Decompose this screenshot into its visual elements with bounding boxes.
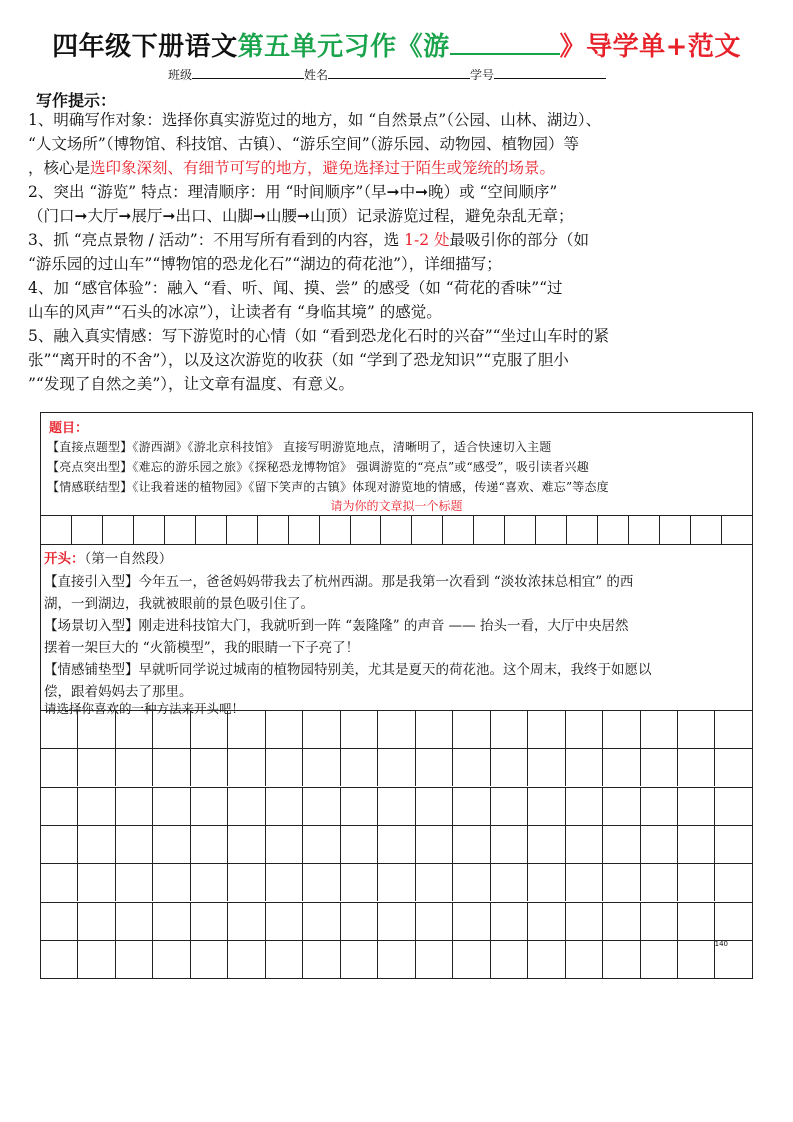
title-cell[interactable] <box>598 515 629 544</box>
writing-cell[interactable] <box>491 941 528 978</box>
tip-2a: 2、突出 “游览” 特点：理清顺序：用 “时间顺序”（早➞中➞晚）或 “空间顺序” <box>28 183 558 201</box>
writing-cell[interactable] <box>153 903 190 940</box>
writing-cell[interactable] <box>603 903 640 940</box>
writing-cell[interactable] <box>266 749 303 786</box>
writing-cell[interactable] <box>378 864 415 901</box>
title-cell[interactable] <box>691 515 722 544</box>
writing-row <box>41 940 752 978</box>
writing-row <box>41 748 752 786</box>
writing-cell[interactable] <box>41 749 78 786</box>
title-cell[interactable] <box>289 515 320 544</box>
writing-cell[interactable] <box>341 749 378 786</box>
title-cell[interactable] <box>196 515 227 544</box>
writing-cell[interactable] <box>453 826 490 863</box>
writing-cell[interactable] <box>566 941 603 978</box>
writing-cell[interactable] <box>491 749 528 786</box>
writing-cell[interactable] <box>78 903 115 940</box>
writing-cell[interactable] <box>303 826 340 863</box>
student-info <box>168 66 606 83</box>
writing-row <box>41 710 752 748</box>
topic-hint: 请为你的文章拟一个标题 <box>330 499 463 513</box>
writing-cell[interactable] <box>528 711 565 748</box>
writing-cell[interactable] <box>641 711 678 748</box>
title-cell[interactable] <box>103 515 134 544</box>
writing-cell[interactable] <box>566 864 603 901</box>
writing-cell[interactable] <box>341 826 378 863</box>
writing-cell[interactable] <box>228 941 265 978</box>
title-cell[interactable] <box>660 515 691 544</box>
topic-type-emotion: 【情感联结型】《让我着迷的植物园》《留下笑声的古镇》体现对游览地的情感，传递“喜欢、难忘”等态度 <box>47 480 609 494</box>
writing-cell[interactable] <box>603 788 640 825</box>
id-label: 学号 <box>470 68 495 82</box>
writing-cell[interactable] <box>378 749 415 786</box>
writing-cell[interactable] <box>678 903 715 940</box>
writing-cell[interactable] <box>528 826 565 863</box>
writing-cell[interactable] <box>453 749 490 786</box>
writing-cell[interactable] <box>228 749 265 786</box>
writing-cell[interactable] <box>116 826 153 863</box>
tip-3-highlight: 1-2 处 <box>404 231 450 249</box>
writing-grid[interactable] <box>41 710 752 978</box>
writing-cell[interactable] <box>491 826 528 863</box>
writing-cell[interactable] <box>528 749 565 786</box>
writing-cell[interactable] <box>116 903 153 940</box>
title-blank <box>450 33 560 55</box>
writing-cell[interactable] <box>303 903 340 940</box>
writing-cell[interactable] <box>341 788 378 825</box>
writing-cell[interactable] <box>191 903 228 940</box>
writing-cell[interactable] <box>416 749 453 786</box>
writing-cell[interactable] <box>416 941 453 978</box>
opening-heading <box>44 547 172 567</box>
writing-cell[interactable] <box>78 788 115 825</box>
writing-cell[interactable] <box>341 864 378 901</box>
tip-5b: 张”“离开时的不舍”），以及这次游览的收获（如 “学到了恐龙知识”“克服了胆小 <box>28 351 569 369</box>
page-number: 140 <box>714 940 728 948</box>
writing-cell[interactable] <box>416 711 453 748</box>
writing-cell[interactable] <box>566 788 603 825</box>
title-cell[interactable] <box>165 515 196 544</box>
writing-cell[interactable] <box>41 826 78 863</box>
title-cell[interactable] <box>629 515 660 544</box>
writing-cell[interactable] <box>41 941 78 978</box>
writing-cell[interactable] <box>341 941 378 978</box>
writing-cell[interactable] <box>266 788 303 825</box>
title-cell[interactable] <box>722 515 752 544</box>
class-label: 班级 <box>168 68 193 82</box>
title-cell[interactable] <box>351 515 382 544</box>
title-cell[interactable] <box>443 515 474 544</box>
title-cell[interactable] <box>474 515 505 544</box>
tip-2b: （门口➞大厅➞展厅➞出口、山脚➞山腰➞山顶）记录游览过程，避免杂乱无章； <box>28 207 574 225</box>
writing-row <box>41 863 752 901</box>
writing-row <box>41 787 752 825</box>
writing-cell[interactable] <box>528 864 565 901</box>
tip-3a: 3、抓 “亮点景物 / 活动”：不用写所有看到的内容，选 1-2 处最吸引你的部分（如 <box>28 231 590 249</box>
writing-cell[interactable] <box>153 941 190 978</box>
writing-cell[interactable] <box>116 941 153 978</box>
writing-cell[interactable] <box>715 711 751 748</box>
title-cell[interactable] <box>320 515 351 544</box>
tip-1a: 1、明确写作对象：选择你真实游览过的地方，如 “自然景点”（公园、山林、湖边）、 <box>28 111 602 129</box>
writing-cell[interactable] <box>116 749 153 786</box>
tip-1c: ，核心是选印象深刻、有细节可写的地方，避免选择过于陌生或笼统的场景。 <box>28 159 556 177</box>
title-cell[interactable] <box>134 515 165 544</box>
writing-cell[interactable] <box>453 864 490 901</box>
writing-cell[interactable] <box>678 826 715 863</box>
topic-type-direct: 【直接点题型】《游西湖》《游北京科技馆》 直接写明游览地点，清晰明了，适合快速切入主题 <box>47 440 552 454</box>
tip-4a: 4、加 “感官体验”：融入 “看、听、闻、摸、尝” 的感受（如 “荷花的香味”“过 <box>28 279 563 297</box>
writing-cell[interactable] <box>191 864 228 901</box>
writing-cell[interactable] <box>41 711 78 748</box>
writing-cell[interactable] <box>416 788 453 825</box>
writing-cell[interactable] <box>303 749 340 786</box>
writing-cell[interactable] <box>78 826 115 863</box>
writing-cell[interactable] <box>78 749 115 786</box>
writing-cell[interactable] <box>453 788 490 825</box>
tip-1b: “人文场所”（博物馆、科技馆、古镇）、“游乐空间”（游乐园、动物园、植物园）等 <box>28 135 579 153</box>
writing-cell[interactable] <box>715 864 751 901</box>
writing-cell[interactable] <box>116 711 153 748</box>
writing-cell[interactable] <box>678 711 715 748</box>
writing-cell[interactable] <box>341 711 378 748</box>
writing-cell[interactable] <box>453 903 490 940</box>
writing-cell[interactable] <box>603 826 640 863</box>
writing-cell[interactable] <box>453 941 490 978</box>
writing-cell[interactable] <box>491 711 528 748</box>
writing-cell[interactable] <box>603 864 640 901</box>
worksheet-box <box>40 412 753 979</box>
writing-cell[interactable] <box>641 788 678 825</box>
writing-cell[interactable] <box>378 941 415 978</box>
writing-cell[interactable] <box>266 903 303 940</box>
writing-cell[interactable] <box>491 788 528 825</box>
writing-cell[interactable] <box>416 826 453 863</box>
writing-cell[interactable] <box>303 941 340 978</box>
writing-cell[interactable] <box>341 903 378 940</box>
writing-cell[interactable] <box>266 826 303 863</box>
writing-cell[interactable] <box>378 826 415 863</box>
writing-cell[interactable] <box>303 711 340 748</box>
title-cell[interactable] <box>505 515 536 544</box>
writing-cell[interactable] <box>153 749 190 786</box>
title-cell[interactable] <box>567 515 598 544</box>
writing-cell[interactable] <box>153 788 190 825</box>
id-field[interactable] <box>494 66 606 79</box>
writing-tips <box>28 108 768 396</box>
topic-section <box>41 413 752 516</box>
writing-cell[interactable] <box>715 903 751 940</box>
writing-cell[interactable] <box>715 826 751 863</box>
writing-cell[interactable] <box>641 941 678 978</box>
opening-scene-2: 摆着一架巨大的 “火箭模型”，我的眼睛一下子亮了！ <box>44 640 360 656</box>
title-cell[interactable] <box>41 515 72 544</box>
title-grid[interactable] <box>41 515 752 544</box>
writing-cell[interactable] <box>566 903 603 940</box>
writing-cell[interactable] <box>191 749 228 786</box>
opening-emotion-1: 【情感铺垫型】早就听同学说过城南的植物园特别美，尤其是夏天的荷花池。这个周末，我终于如愿以 <box>44 662 652 678</box>
opening-scene-1: 【场景切入型】刚走进科技馆大门，我就听到一阵 “轰隆隆” 的声音 —— 抬头一看，大厅中央居然 <box>44 618 629 634</box>
writing-cell[interactable] <box>453 711 490 748</box>
title-grade: 四年级下册语文 <box>52 32 238 62</box>
writing-cell[interactable] <box>678 749 715 786</box>
tip-5a: 5、融入真实情感：写下游览时的心情（如 “看到恐龙化石时的兴奋”“坐过山车时的紧 <box>28 327 610 345</box>
writing-cell[interactable] <box>153 864 190 901</box>
writing-cell[interactable] <box>378 788 415 825</box>
title-cell[interactable] <box>536 515 567 544</box>
tip-1-highlight: 选印象深刻、有细节可写的地方，避免选择过于陌生或笼统的场景。 <box>90 159 556 177</box>
writing-cell[interactable] <box>678 864 715 901</box>
writing-cell[interactable] <box>191 711 228 748</box>
name-label: 姓名 <box>304 68 329 82</box>
title-suffix: 》导学单+范文 <box>559 32 741 62</box>
opening-note: （第一自然段） <box>84 551 173 567</box>
opening-section <box>41 544 752 716</box>
writing-cell[interactable] <box>228 903 265 940</box>
writing-cell[interactable] <box>603 941 640 978</box>
writing-cell[interactable] <box>603 711 640 748</box>
opening-emotion-2: 偿，跟着妈妈去了那里。 <box>44 684 193 700</box>
writing-cell[interactable] <box>528 941 565 978</box>
writing-cell[interactable] <box>41 864 78 901</box>
writing-cell[interactable] <box>678 788 715 825</box>
tips-heading: 写作提示： <box>36 91 117 110</box>
writing-cell[interactable] <box>228 864 265 901</box>
opening-direct-1: 【直接引入型】今年五一，爸爸妈妈带我去了杭州西湖。那是我第一次看到 “淡妆浓抹总相宜” 的西 <box>44 574 634 590</box>
writing-row <box>41 825 752 863</box>
title-unit: 第五单元习作《游 <box>237 32 450 62</box>
writing-cell[interactable] <box>266 941 303 978</box>
writing-cell[interactable] <box>41 788 78 825</box>
tip-4b: 山车的风声”“石头的冰凉”），让读者有 “身临其境” 的感觉。 <box>28 303 442 321</box>
title-cell[interactable] <box>72 515 103 544</box>
writing-row <box>41 902 752 940</box>
writing-cell[interactable] <box>266 711 303 748</box>
writing-cell[interactable] <box>566 749 603 786</box>
writing-cell[interactable] <box>378 711 415 748</box>
writing-cell[interactable] <box>378 903 415 940</box>
topic-label: 题目： <box>49 421 89 436</box>
writing-cell[interactable] <box>191 788 228 825</box>
writing-cell[interactable] <box>228 826 265 863</box>
writing-cell[interactable] <box>303 864 340 901</box>
opening-direct-2: 湖，一到湖边，我就被眼前的景色吸引住了。 <box>44 596 314 612</box>
title-cell[interactable] <box>381 515 412 544</box>
writing-cell[interactable] <box>641 749 678 786</box>
opening-prompt: 请选择你喜欢的一种方法来开头吧！ <box>44 701 245 716</box>
writing-cell[interactable] <box>191 941 228 978</box>
writing-cell[interactable] <box>228 711 265 748</box>
writing-cell[interactable] <box>528 903 565 940</box>
writing-cell[interactable] <box>303 788 340 825</box>
writing-cell[interactable] <box>116 788 153 825</box>
writing-cell[interactable] <box>228 788 265 825</box>
writing-cell[interactable] <box>416 864 453 901</box>
writing-cell[interactable] <box>603 749 640 786</box>
writing-cell[interactable] <box>491 903 528 940</box>
writing-cell[interactable] <box>78 711 115 748</box>
writing-cell[interactable] <box>715 788 751 825</box>
writing-cell[interactable] <box>153 826 190 863</box>
class-field[interactable] <box>192 66 304 79</box>
writing-cell[interactable] <box>153 711 190 748</box>
writing-cell[interactable] <box>641 903 678 940</box>
name-field[interactable] <box>328 66 470 79</box>
writing-cell[interactable] <box>641 826 678 863</box>
writing-cell[interactable] <box>41 903 78 940</box>
title-cell[interactable] <box>412 515 443 544</box>
title-cell[interactable] <box>258 515 289 544</box>
writing-cell[interactable] <box>678 941 715 978</box>
tip-5c: ”“发现了自然之美”），让文章有温度、有意义。 <box>28 375 355 393</box>
writing-cell[interactable] <box>566 711 603 748</box>
page-title <box>0 26 793 63</box>
writing-cell[interactable] <box>641 864 678 901</box>
writing-cell[interactable] <box>191 826 228 863</box>
writing-cell[interactable] <box>491 864 528 901</box>
tip-3b: “游乐园的过山车”“博物馆的恐龙化石”“湖边的荷花池”），详细描写； <box>28 255 502 273</box>
writing-cell[interactable] <box>528 788 565 825</box>
writing-cell[interactable] <box>78 941 115 978</box>
opening-label: 开头： <box>44 551 85 567</box>
writing-cell[interactable] <box>416 903 453 940</box>
title-cell[interactable] <box>227 515 258 544</box>
writing-cell[interactable] <box>266 864 303 901</box>
writing-cell[interactable] <box>715 749 751 786</box>
writing-cell[interactable] <box>116 864 153 901</box>
writing-cell[interactable] <box>566 826 603 863</box>
writing-cell[interactable] <box>78 864 115 901</box>
topic-type-highlight: 【亮点突出型】《难忘的游乐园之旅》《探秘恐龙博物馆》 强调游览的“亮点”或“感受”，吸引读者兴趣 <box>47 460 589 474</box>
